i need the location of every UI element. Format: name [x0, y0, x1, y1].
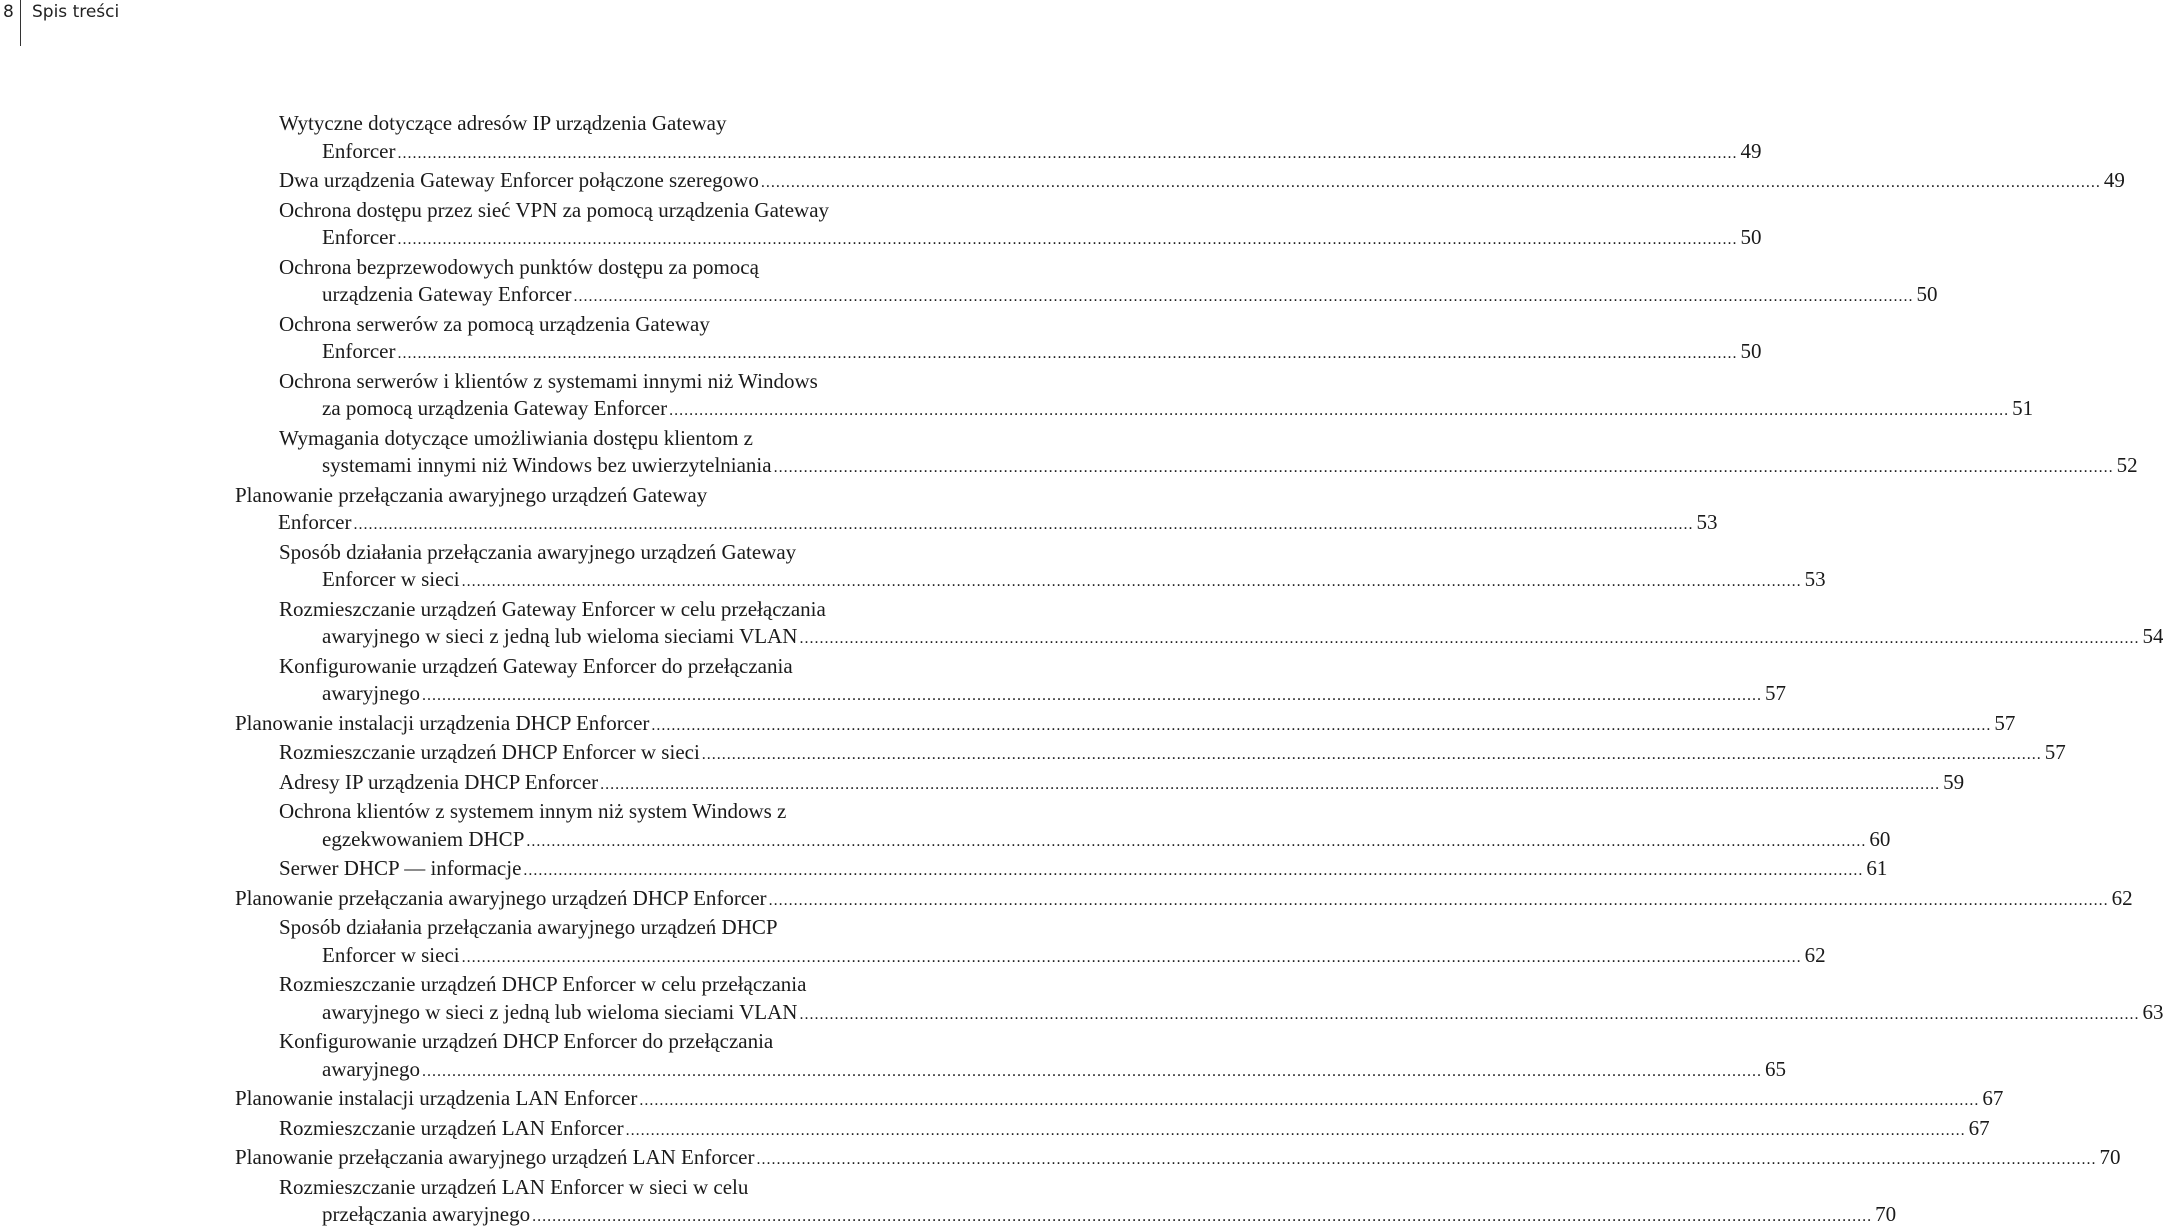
toc-entry[interactable] [0, 710, 2016, 740]
dot-leader [669, 397, 2009, 425]
toc-entry-title: Rozmieszczanie urządzeń LAN Enforcer [279, 1115, 624, 1140]
toc-entry-row [279, 826, 1891, 856]
toc-entry[interactable] [0, 425, 2138, 482]
dot-leader [523, 857, 1863, 885]
toc-entry-title-line: Konfigurowanie urządzeń DHCP Enforcer do przełączania [279, 1029, 774, 1053]
toc-page-number: 67 [1968, 1115, 1990, 1140]
dot-leader [422, 1058, 1762, 1086]
toc-entry-title: egzekwowaniem DHCP [322, 826, 525, 851]
toc-entry-title: awaryjnego [322, 681, 420, 705]
toc-page-number: 49 [1740, 138, 1762, 163]
toc-page-number: 61 [1866, 856, 1888, 880]
toc-entry-row [235, 509, 1718, 539]
toc-entry-title: urządzenia Gateway Enforcer [322, 282, 572, 306]
toc-entry-title: Enforcer [322, 225, 396, 249]
toc-entry-title: Rozmieszczanie urządzeń DHCP Enforcer w sieci [279, 740, 700, 764]
toc-entry[interactable] [0, 855, 1888, 885]
toc-entry-title: Planowanie przełączania awaryjnego urządzeń LAN Enforcer [235, 1145, 755, 1169]
toc-entry-title: Enforcer w sieci [322, 942, 460, 967]
toc-page-number: 52 [2116, 453, 2138, 477]
toc-page-number: 60 [1869, 826, 1891, 851]
dot-leader [462, 568, 1802, 596]
toc-entry-row [279, 1201, 1897, 1231]
toc-entry-row [235, 885, 2133, 915]
toc-entry-title-line: Ochrona dostępu przez sieć VPN za pomocą urządzenia Gateway [279, 197, 830, 222]
dot-leader [799, 1001, 2139, 1029]
toc-entry-title: Planowanie instalacji urządzenia DHCP Enforcer [235, 710, 650, 735]
toc-entry-row [235, 710, 2016, 740]
toc-entry-row [279, 1056, 1786, 1086]
toc-entry[interactable] [0, 311, 1762, 368]
dot-leader [774, 454, 2114, 482]
toc-entry-title-line: Ochrona bezprzewodowych punktów dostępu za pomocą [279, 254, 759, 279]
toc-entry[interactable] [0, 167, 2125, 197]
toc-entry-title: Enforcer [322, 339, 396, 363]
toc-entry-row [279, 999, 2163, 1029]
toc-entry-row [279, 138, 1762, 168]
toc-entry-title: Enforcer [322, 138, 396, 163]
toc-entry-row [279, 942, 1826, 972]
toc-entry-title: przełączania awaryjnego [322, 1202, 531, 1226]
toc-entry-title: za pomocą urządzenia Gateway Enforcer [322, 396, 668, 420]
toc-entry-title-line: Planowanie przełączania awaryjnego urządzeń Gateway [235, 482, 708, 507]
toc-entry-row [279, 739, 2066, 769]
toc-entry[interactable] [0, 653, 1786, 710]
toc-entry-title: Serwer DHCP — informacje [279, 856, 522, 880]
toc-entry[interactable] [0, 482, 1718, 539]
toc-page-number: 57 [2044, 740, 2066, 764]
toc-page-number: 51 [2012, 396, 2034, 420]
toc-page-number: 54 [2142, 624, 2163, 648]
toc-entry-row [279, 769, 1965, 799]
toc-entry[interactable] [0, 197, 1762, 254]
toc-entry-row [279, 281, 1938, 311]
toc-entry[interactable] [0, 739, 2066, 769]
toc-entry-row [279, 167, 2125, 197]
dot-leader [639, 1087, 1979, 1115]
page-number: 8 [3, 2, 14, 22]
toc-page-number: 63 [2142, 999, 2163, 1024]
toc-entry-row [279, 452, 2138, 482]
header-divider [20, 0, 21, 46]
toc-page-number: 53 [1696, 510, 1718, 534]
toc-entry-row [279, 855, 1888, 885]
toc-entry-row [279, 395, 2034, 425]
toc-entry-title: Planowanie przełączania awaryjnego urządzeń DHCP Enforcer [235, 885, 767, 910]
toc-entry-row [279, 680, 1786, 710]
toc-entry-title-line: Rozmieszczanie urządzeń Gateway Enforcer w celu przełączania [279, 596, 826, 621]
toc-entry-title: awaryjnego w sieci z jedną lub wieloma sieciami VLAN [322, 999, 798, 1024]
toc-entry[interactable] [0, 769, 1965, 799]
toc-entry[interactable] [0, 596, 2163, 653]
toc-entry-title: Enforcer [278, 510, 352, 534]
toc-entry-title: Adresy IP urządzenia DHCP Enforcer [279, 769, 599, 794]
toc-entry-row [279, 1115, 1990, 1145]
dot-leader [397, 226, 1737, 254]
toc-entry-title-line: Wytyczne dotyczące adresów IP urządzenia Gateway [279, 111, 727, 135]
dot-leader [574, 283, 1914, 311]
toc-page-number: 57 [1994, 710, 2016, 735]
toc-entry-row [279, 623, 2163, 653]
toc-page-number: 49 [2103, 168, 2125, 192]
dot-leader [353, 511, 1693, 539]
dot-leader [761, 169, 2101, 197]
toc-page-number: 50 [1740, 339, 1762, 363]
dot-leader [532, 1203, 1872, 1231]
dot-leader [799, 625, 2139, 653]
toc-entry-row [235, 1085, 2004, 1115]
toc-entry[interactable] [0, 798, 1891, 855]
toc-page-number: 50 [1740, 225, 1762, 249]
toc-entry[interactable] [0, 971, 2163, 1028]
toc-entry[interactable] [0, 368, 2034, 425]
dot-leader [769, 887, 2109, 915]
toc-entry[interactable] [0, 254, 1938, 311]
dot-leader [626, 1117, 1966, 1145]
toc-entry[interactable] [0, 1174, 1897, 1231]
toc-entry[interactable] [0, 1115, 1990, 1145]
dot-leader [702, 741, 2042, 769]
toc-entry[interactable] [0, 1028, 1786, 1085]
table-of-contents [0, 110, 2163, 1231]
toc-entry[interactable] [0, 110, 1762, 167]
toc-page-number: 59 [1943, 769, 1965, 794]
toc-entry-title: awaryjnego [322, 1056, 420, 1081]
toc-entry-title-line: Rozmieszczanie urządzeń LAN Enforcer w sieci w celu [279, 1174, 749, 1199]
toc-page-number: 57 [1764, 681, 1786, 705]
toc-entry-title-line: Ochrona klientów z systemem innym niż system Windows z [279, 799, 787, 823]
toc-page-number: 62 [2111, 885, 2133, 910]
toc-entry[interactable] [0, 914, 1826, 971]
toc-entry-title: awaryjnego w sieci z jedną lub wieloma sieciami VLAN [322, 624, 798, 648]
toc-page-number: 65 [1764, 1056, 1786, 1081]
toc-entry-row [279, 338, 1762, 368]
toc-entry-title: Enforcer w sieci [322, 567, 460, 591]
dot-leader [651, 712, 1991, 740]
toc-entry[interactable] [0, 1144, 2121, 1174]
toc-entry-title-line: Konfigurowanie urządzeń Gateway Enforcer do przełączania [279, 653, 793, 678]
toc-entry-title: Dwa urządzenia Gateway Enforcer połączone szeregowo [279, 168, 759, 192]
dot-leader [526, 828, 1866, 856]
toc-page-number: 70 [2099, 1145, 2121, 1169]
toc-entry-title-line: Rozmieszczanie urządzeń DHCP Enforcer w celu przełączania [279, 972, 807, 996]
toc-page-number: 62 [1804, 942, 1826, 967]
dot-leader [462, 944, 1802, 972]
toc-entry-row [279, 566, 1826, 596]
toc-entry-title-line: Wymagania dotyczące umożliwiania dostępu klientom z [279, 425, 753, 450]
dot-leader [756, 1146, 2096, 1174]
toc-page-number: 67 [1982, 1086, 2004, 1110]
section-title: Spis treści [32, 2, 120, 22]
toc-entry-title-line: Sposób działania przełączania awaryjnego urządzeń Gateway [279, 539, 797, 564]
toc-entry[interactable] [0, 1085, 2004, 1115]
dot-leader [600, 771, 1940, 799]
dot-leader [397, 340, 1737, 368]
dot-leader [422, 682, 1762, 710]
toc-entry-title: systemami innymi niż Windows bez uwierzytelniania [322, 453, 772, 477]
toc-entry-title-line: Ochrona serwerów i klientów z systemami innymi niż Windows [279, 368, 818, 393]
toc-entry-title-line: Sposób działania przełączania awaryjnego urządzeń DHCP [279, 915, 778, 939]
toc-entry-title-line: Ochrona serwerów za pomocą urządzenia Gateway [279, 311, 710, 336]
toc-entry-row [235, 1144, 2121, 1174]
toc-page-number: 53 [1804, 567, 1826, 591]
toc-entry-row [279, 224, 1762, 254]
dot-leader [397, 140, 1737, 168]
toc-page-number: 70 [1875, 1202, 1897, 1226]
toc-page-number: 50 [1916, 282, 1938, 306]
toc-entry[interactable] [0, 885, 2133, 915]
toc-entry[interactable] [0, 539, 1826, 596]
toc-entry-title: Planowanie instalacji urządzenia LAN Enforcer [235, 1086, 638, 1110]
